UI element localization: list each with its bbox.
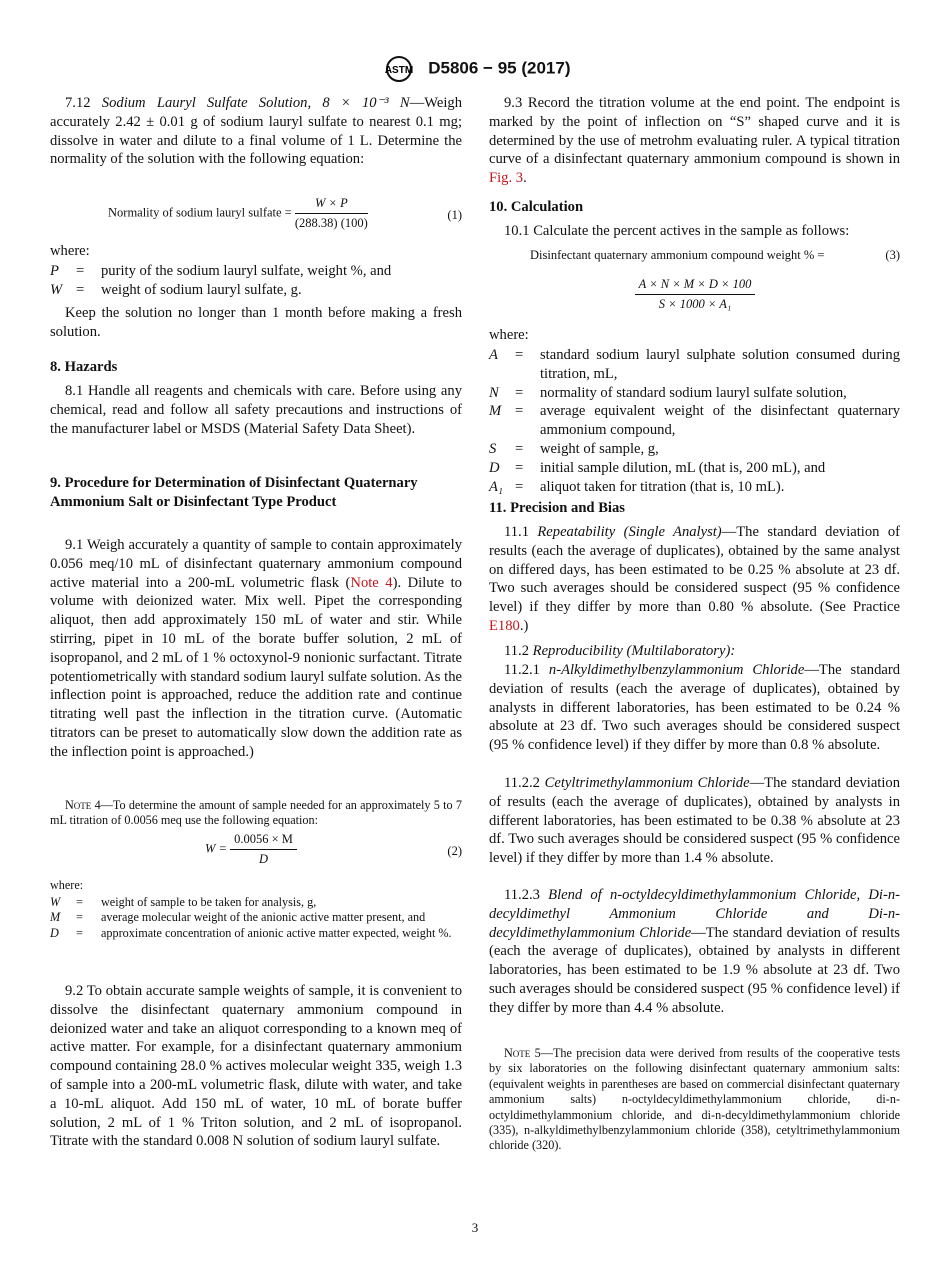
equation-3: Disinfectant quaternary ammonium compound weight % = (3) $\frac{A \times N \times M \times D \times 100}{\text{S × 1000 × A₁}}$: [530, 248, 900, 311]
astm-logo-icon: [380, 56, 418, 82]
note-4: Note 4—To determine the amount of sample needed for an approximately 5 to 7 mL titration of 0.0056 meq use the following equation:: [50, 798, 462, 828]
note-5: Note 5—The precision data were derived from results of the cooperative tests by six laboratories on the following disinfectant quaternary ammonium salts: (equivalent weights in parentheses are based on commercial disinfectant quaternary ammonium salts) n-octyldecyldimethylammonium chloride, di-n-octyldimethylammonium chloride, and di-n-decyldimethylammonium chloride (335), n-alkyldimethylbenzylammonium chloride (358), cetyltrimethylammonium chloride (320).: [489, 1046, 900, 1153]
definitions-1: P = purity of the sodium lauryl sulfate, weight %, and W = weight of sodium lauryl sulfate, g.: [50, 263, 392, 298]
page-header: [0, 56, 950, 82]
note-4-link[interactable]: Note 4: [350, 574, 393, 591]
section-11-2: 11.2 Reproducibility (Multilaboratory):: [504, 643, 736, 659]
fig-3-link[interactable]: Fig. 3: [489, 170, 524, 187]
heading-hazards: 8. Hazards: [50, 359, 118, 375]
where-label: where:: [50, 243, 90, 259]
section-8-1: 8.1 Handle all reagents and chemicals with care. Before using any chemical, read and follow all safety precautions and instructions of the manufacturer label or MSDS (Material Safety Data Sheet).: [50, 383, 462, 437]
page-number: 3: [471, 1220, 479, 1235]
section-9-3: 9.3 Record the titration volume at the end point. The endpoint is marked by the point of inflection on “S” shaped curve and it is determined by the use of metrohm evaluating ruler. A typical titration curve of a disinfectant quaternary ammonium compound is shown in Fig. 3.: [489, 95, 900, 187]
document-designation: D5806 − 95 (2017): [428, 58, 571, 78]
section-7-12: 7.12 Sodium Lauryl Sulfate Solution, 8 × 10⁻³ N—Weigh accurately 2.42 ± 0.01 g of sodium lauryl sulfate to nearest 0.1 mg; dissolve in water and dilute to a final volume of 1 L. Determine the normality of the solution with the following equation:: [50, 95, 462, 168]
section-9-1: 9.1 Weigh accurately a quantity of sample to contain approximately 0.056 meq/10 mL of disinfectant quaternary ammonium compound active material into a 200-mL volumetric flask (Note 4). Dilute to volume with deionized water. Mix well. Pipet the corresponding aliquot, then add approximately 150 mL of water and stir. While stirring, pipet in 10 mL of the borate buffer solution, 2 mL of isopropanol, and 2 mL of 1 % octoxynol-9 nonionic surfactant. Titrate potentiometrically with standard sodium lauryl sulfate solution. As the inflection point is approached, reduce the addition rate and continue titrating well past the inflection in the titration curve. (Automatic titrators can be preset to automatically slow down the addition rate as the inflection point is approached.): [50, 537, 462, 760]
heading-procedure: 9. Procedure for Determination of Disinfectant Quaternary Ammonium Salt or Disinfectant Type Product: [50, 475, 418, 510]
heading-precision-bias: 11. Precision and Bias: [489, 500, 625, 516]
where-label: where:: [50, 878, 84, 892]
svg-text:ASTM: ASTM: [384, 65, 413, 76]
section-11-2-3: 11.2.3 Blend of n-octyldecyldimethylammonium Chloride, Di-n-decyldimethyl Ammonium Chloride and Di-n-decyldimethylammonium Chloride—The standard deviation of results (each the average of duplicates), obtained by analysts in different laboratories, has been estimated to be 1.9 % absolute at 23 df. Two such averages should be considered suspect (95 % confidence level) if they differ by more than 4.4 % absolute.: [489, 887, 900, 1016]
equation-1: Normality of sodium lauryl sulfate = $\frac{W \times P}{(288.38) (100)}$ (1): [108, 196, 462, 230]
section-9-2: 9.2 To obtain accurate sample weights of sample, it is convenient to dissolve the disinfectant quaternary ammonium compound in deionized water and take an aliquot corresponding to a known meq of active matter. For example, for a disinfectant quaternary ammonium compound containing 28.0 % actives molecular weight 335, weigh 1.3 of sample into a 200-mL volumetric flask, dilute with water, and take a 10-mL aliquot. Add 150 mL of water, 10 mL of borate buffer solution, 2 mL of 1 % Triton solution, and 2 mL of isopropanol. Titrate with the standard 0.008 N solution of sodium lauryl sulfate.: [50, 983, 462, 1150]
section-11-2-1: 11.2.1 n-Alkyldimethylbenzylammonium Chloride—The standard deviation of results (each the average of duplicates), obtained by analysts in different laboratories, has been estimated to be 0.24 % absolute at 23 df. Two such averages should be considered suspect (95 % confidence level) if they differ by more than 0.8 % absolute.: [489, 662, 901, 754]
section-10-1: 10.1 Calculate the percent actives in the sample as follows:: [504, 223, 850, 239]
definitions-3: A = standard sodium lauryl sulphate solution consumed during titration, mL, N = normality of standard sodium lauryl sulfate solution, M = average equivalent weight of the disinfectant quaternary ammonium compound, S = weight of sample, g, D = initial sample dilution, mL (that is, 200 mL), and A₁ = aliquot taken for titration (that is, 10 mL).: [489, 347, 900, 495]
definitions-2: W = weight of sample to be taken for analysis, g, M = average molecular weight of the anionic active matter present, and D = approximate concentration of anionic active matter expected, weight %.: [50, 895, 452, 940]
e180-link[interactable]: E180: [489, 617, 520, 634]
heading-calculation: 10. Calculation: [489, 199, 584, 215]
section-11-2-2: 11.2.2 Cetyltrimethylammonium Chloride—The standard deviation of results (each the average of duplicates), obtained by analysts in different laboratories, has been estimated to be 0.38 % absolute at 23 df. Two such averages should be considered suspect (95 % confidence level) if they differ by more than 1.4 % absolute.: [489, 775, 900, 867]
equation-2: W = $\frac{0.0056 \times M}{D}$ (2): [205, 832, 462, 866]
section-11-1: 11.1 Repeatability (Single Analyst)—The standard deviation of results (each the average of duplicates), obtained by the same analyst on differed days, has been estimated to be 0.25 % absolute at 23 df. Two such averages should be considered suspect (95 % confidence level) if they differ by more than 0.80 % absolute. (See Practice E180.): [489, 524, 900, 634]
keep-note: Keep the solution no longer than 1 month before making a fresh solution.: [50, 305, 462, 340]
where-label: where:: [489, 327, 529, 343]
